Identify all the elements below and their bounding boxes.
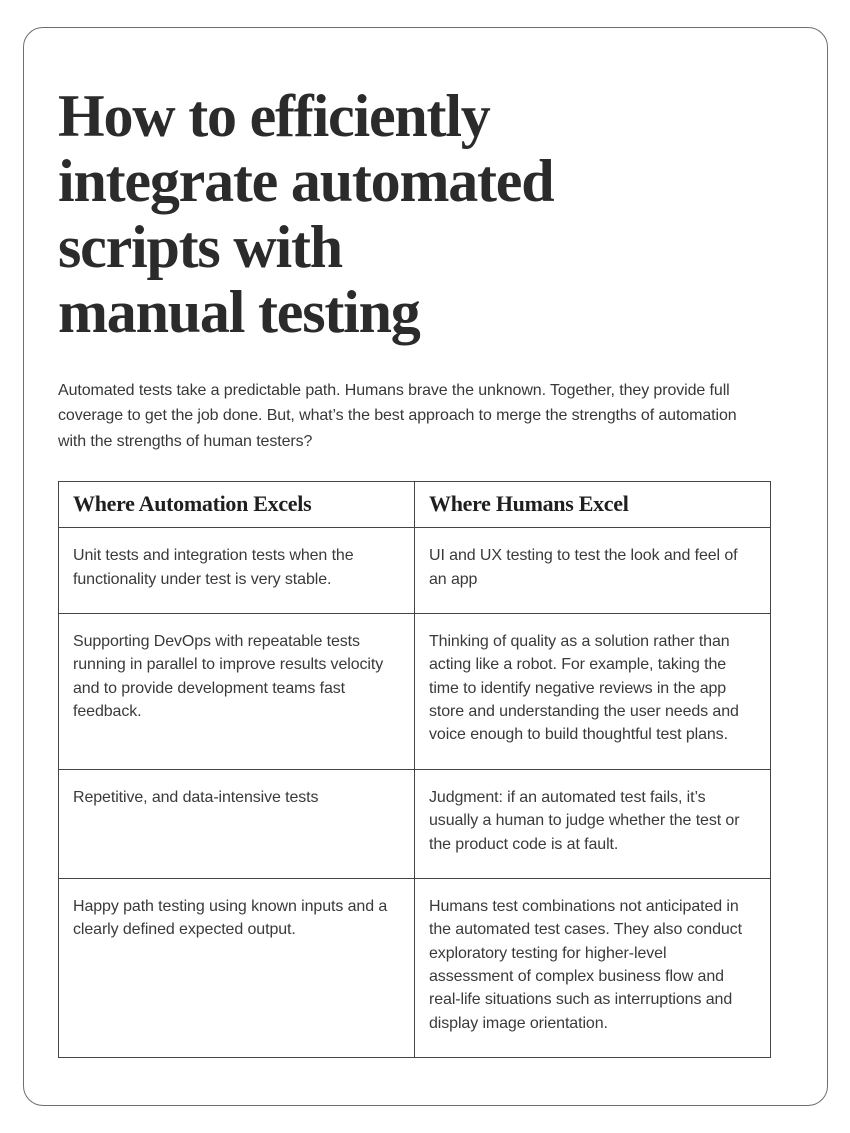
automation-cell: Supporting DevOps with repeatable tests running in parallel to improve results velocity and to provide development teams fast feedback. [59,614,415,770]
humans-cell: Thinking of quality as a solution rather than acting like a robot. For example, taking the time to identify negative reviews in the app store and understanding the user needs and voice enough to build thoughtful test plans. [415,614,771,770]
column-header-automation: Where Automation Excels [59,482,415,528]
table-row [59,614,771,770]
table-header-row [59,482,771,528]
page-title-line: manual testing [58,279,420,346]
page-title-line: scripts with [58,213,342,280]
page-title-line: integrate automated [58,148,554,215]
table-row [59,878,771,1057]
page-title-line: How to efficiently [58,83,490,149]
automation-cell: Repetitive, and data-intensive tests [59,769,415,878]
intro-paragraph: Automated tests take a predictable path. Humans brave the unknown. Together, they provide full coverage to get the job done. But, what’s the best approach to merge the strengths of automation with the strengths of human testers? [58,381,737,451]
article-card [23,27,828,1106]
page-title [58,84,770,346]
humans-cell: UI and UX testing to test the look and feel of an app [415,528,771,614]
table-row [59,528,771,614]
automation-cell: Unit tests and integration tests when the functionality under test is very stable. [59,528,415,614]
comparison-table [58,481,771,1058]
humans-cell: Humans test combinations not anticipated in the automated test cases. They also conduct exploratory testing for higher-level assessment of complex business flow and real-life situations such as interruptions and display image orientation. [415,878,771,1057]
automation-cell: Happy path testing using known inputs and a clearly defined expected output. [59,878,415,1057]
column-header-humans: Where Humans Excel [415,482,771,528]
humans-cell: Judgment: if an automated test fails, it’s usually a human to judge whether the test or the product code is at fault. [415,769,771,878]
table-row [59,769,771,878]
